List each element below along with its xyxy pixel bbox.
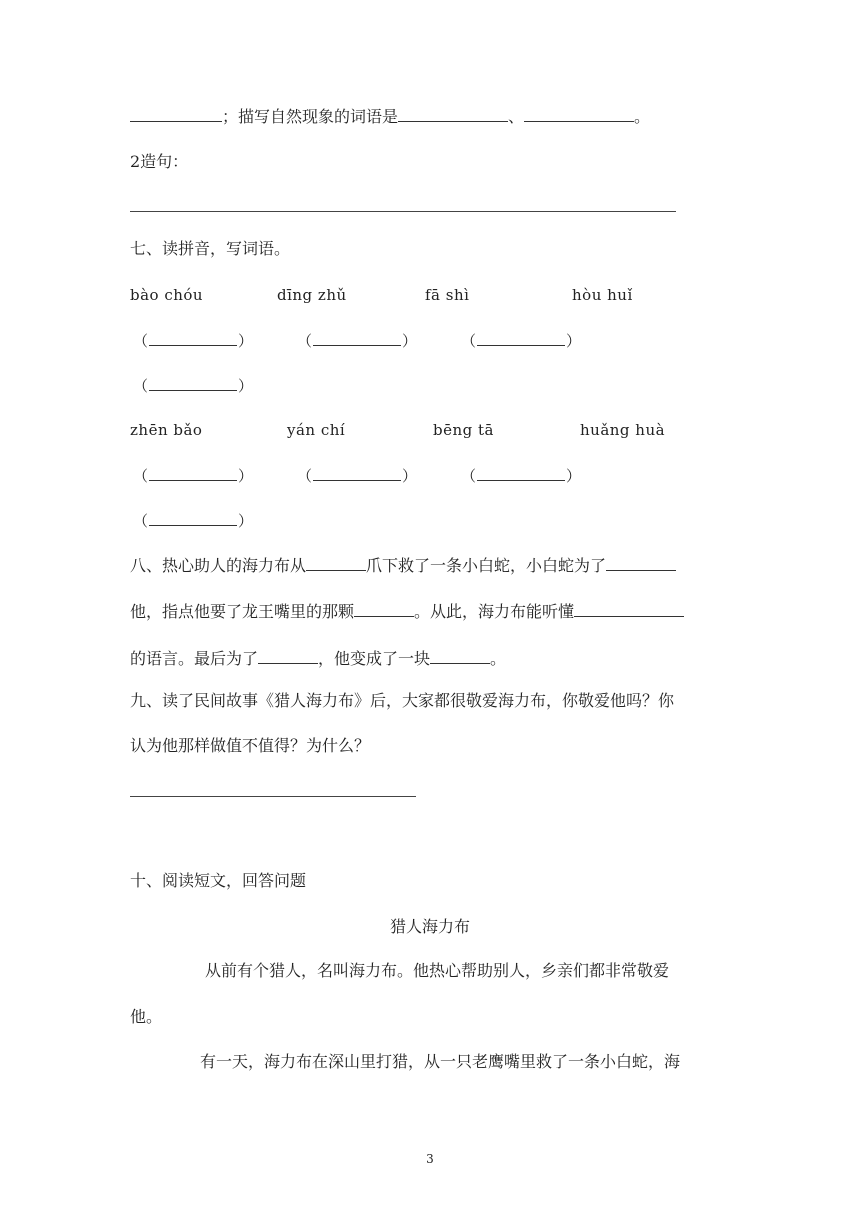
answer-box[interactable] — [133, 510, 253, 531]
paren-open: （ — [133, 512, 149, 530]
section-7-title: 七、读拼音，写词语。 — [130, 239, 291, 258]
paren-open: （ — [297, 332, 313, 350]
paren-close: ） — [566, 332, 582, 350]
blank[interactable] — [149, 466, 237, 481]
pinyin-6: yán chí — [287, 421, 346, 439]
period: 。 — [634, 107, 651, 126]
paren-close: ） — [238, 332, 254, 350]
answer-box[interactable] — [133, 465, 253, 486]
paren-close: ） — [238, 512, 254, 530]
separator: 、 — [508, 107, 525, 126]
pinyin-2: dīng zhǔ — [277, 286, 347, 304]
answer-line[interactable] — [130, 211, 676, 212]
blank[interactable] — [149, 376, 237, 391]
answer-line[interactable] — [130, 796, 416, 797]
text: 爪下救了一条小白蛇，小白蛇为了 — [366, 556, 607, 575]
pinyin-4: hòu huǐ — [572, 286, 633, 304]
blank[interactable] — [313, 331, 401, 346]
blank[interactable] — [398, 107, 508, 122]
blank[interactable] — [130, 107, 222, 122]
blank[interactable] — [306, 556, 366, 571]
section-8-line-1 — [130, 555, 676, 577]
paren-open: （ — [133, 332, 149, 350]
text: 。 — [490, 649, 507, 668]
blank[interactable] — [430, 649, 490, 664]
answer-box[interactable] — [461, 330, 581, 351]
text: 的语言。最后为了 — [130, 649, 259, 668]
text: 他，指点他要了龙王嘴里的那颗 — [130, 602, 355, 621]
blank[interactable] — [477, 331, 565, 346]
blank[interactable] — [149, 331, 237, 346]
paren-open: （ — [133, 467, 149, 485]
section-10-title: 十、阅读短文，回答问题 — [130, 871, 307, 890]
blank[interactable] — [606, 556, 676, 571]
blank[interactable] — [149, 511, 237, 526]
paren-close: ） — [402, 467, 418, 485]
pinyin-5: zhēn bǎo — [130, 421, 203, 439]
section-9-line-2: 认为他那样做值不值得？为什么？ — [130, 736, 371, 755]
section-9-line-1: 九、读了民间故事《猎人海力布》后，大家都很敬爱海力布，你敬爱他吗？你 — [130, 691, 675, 710]
pinyin-8: huǎng huà — [580, 421, 666, 439]
pinyin-7: bēng tā — [433, 421, 494, 439]
answer-box[interactable] — [133, 375, 253, 396]
text: 八、热心助人的海力布从 — [130, 556, 307, 575]
pinyin-1: bào chóu — [130, 286, 204, 304]
paren-close: ） — [238, 377, 254, 395]
blank[interactable] — [354, 602, 414, 617]
paren-close: ） — [238, 467, 254, 485]
paren-open: （ — [461, 467, 477, 485]
blank[interactable] — [258, 649, 318, 664]
page-number: 3 — [426, 1152, 434, 1166]
q2-label: 2造句： — [130, 152, 189, 171]
story-paragraph-1-line-1: 从前有个猎人，名叫海力布。他热心帮助别人，乡亲们都非常敬爱 — [205, 961, 670, 980]
paren-close: ） — [566, 467, 582, 485]
paren-open: （ — [133, 377, 149, 395]
story-paragraph-2-line-1: 有一天，海力布在深山里打猎，从一只老鹰嘴里救了一条小白蛇，海 — [200, 1052, 681, 1071]
paren-open: （ — [297, 467, 313, 485]
paren-open: （ — [461, 332, 477, 350]
answer-box[interactable] — [461, 465, 581, 486]
fill-line-natural-phenomena — [130, 106, 650, 128]
section-8-line-2 — [130, 601, 684, 623]
paren-close: ） — [402, 332, 418, 350]
pinyin-3: fā shì — [425, 286, 470, 304]
answer-box[interactable] — [297, 465, 417, 486]
story-title: 猎人海力布 — [389, 917, 470, 936]
text: ，他变成了一块 — [318, 649, 431, 668]
answer-box[interactable] — [133, 330, 253, 351]
prompt-text: ；描写自然现象的词语是 — [222, 107, 399, 126]
answer-box[interactable] — [297, 330, 417, 351]
section-8-line-3 — [130, 648, 506, 670]
blank[interactable] — [477, 466, 565, 481]
blank[interactable] — [574, 602, 684, 617]
text: 。从此，海力布能听懂 — [414, 602, 575, 621]
blank[interactable] — [524, 107, 634, 122]
blank[interactable] — [313, 466, 401, 481]
story-paragraph-1-line-2: 他。 — [130, 1007, 163, 1026]
